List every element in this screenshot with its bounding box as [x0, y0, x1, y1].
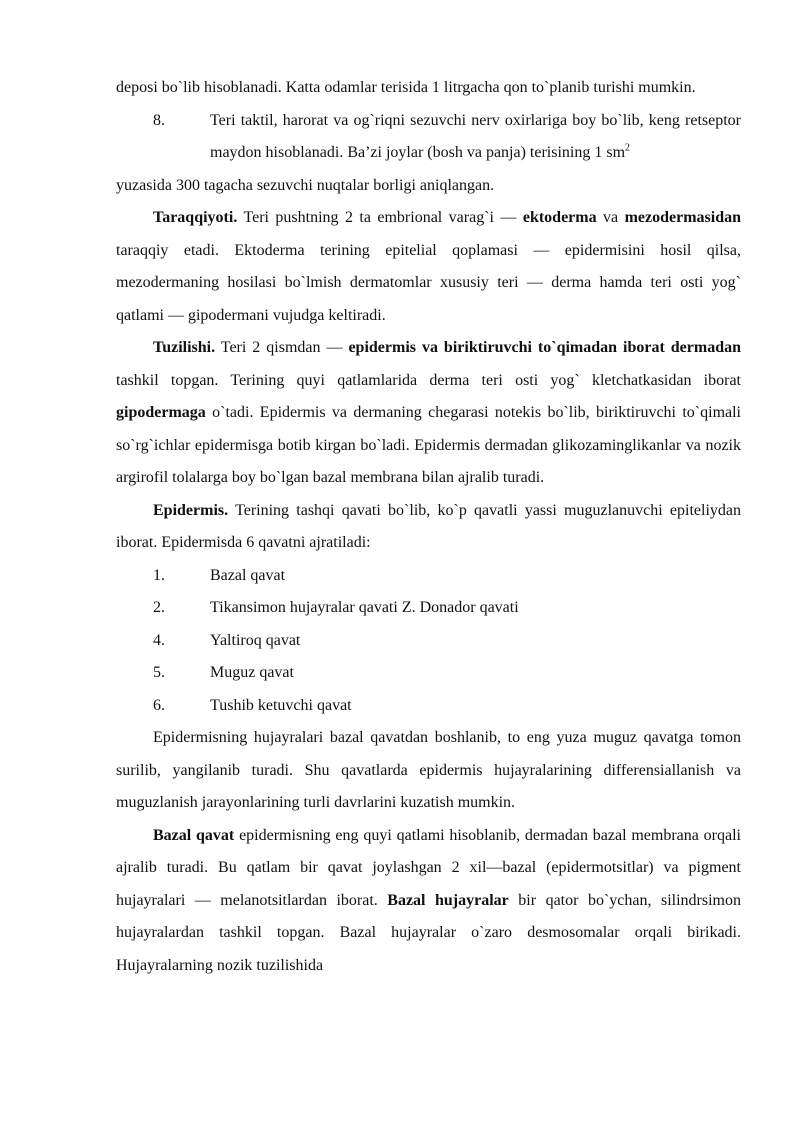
term-ektoderma: ektoderma: [522, 209, 597, 226]
term-bazal-hujayralar: Bazal hujayralar: [387, 891, 509, 909]
list-item: 2. Tikansimon hujayralar qavati Z. Donador qavati: [153, 599, 519, 616]
paragraph-number: 8.: [153, 111, 165, 129]
heading-epidermis: Epidermis.: [153, 501, 229, 519]
term-gipodermaga: gipodermaga: [116, 404, 206, 421]
paragraph-tuzilishi: Tuzilishi. Teri 2 qismdan — epidermis va biriktiruvchi to`qimadan iborat dermadan tashkil topgan. Terining quyi qatlamlarida derma teri osti yog` kletchatkasidan iborat gipodermaga o`tadi. Epidermis va dermaning chegarasi notekis bo`lib, biriktiruvchi to`qimali so`rg`ichlar epidermisga botib kirgan bo`ladi. Epidermis dermadan glikozaminglikanlar va nozik argirofil tolalarga boy bo`lgan bazal membrana bilan ajralib turadi.: [116, 339, 741, 486]
layer-list: [116, 560, 741, 723]
numbered-paragraph-8: [116, 105, 741, 170]
paragraph-text: Teri taktil, harorat va og`riqni sezuvchi nerv oxirlariga boy bo`lib, keng retseptor maydon hisoblanadi. Ba’zi joylar (bosh va panja) terisining 1 $sm^2$: [210, 111, 741, 161]
document-page: [116, 72, 741, 982]
list-item: 4. Yaltiroq qavat: [153, 631, 301, 649]
list-item: 5. Muguz qavat: [153, 664, 294, 681]
list-item: 1. Bazal qavat: [153, 566, 286, 584]
term-mezodermasidan: mezodermasidan: [624, 209, 742, 226]
term-bazal-qavat: Bazal qavat: [153, 826, 235, 844]
paragraph-continuation: deposi bo`lib hisoblanadi. Katta odamlar terisida 1 litrgacha qon to`planib turishi mumkin.: [116, 79, 696, 96]
paragraph-epidermis-cells: Epidermisning hujayralari bazal qavatdan boshlanib, to eng yuza muguz qavatga tomon surilib, yangilanib turadi. Shu qavatlarda epidermis hujayralarining differensiallanish va muguzlanish jarayonlarining turli davrlarini kuzatish mumkin.: [116, 729, 741, 811]
paragraph-taraqqiyoti: Taraqqiyoti. Teri pushtning 2 ta embrional varag`i — ektoderma va mezodermasidan taraqqiy etadi. Ektoderma terining epitelial qoplamasi — epidermisini hosil qilsa, mezodermaning hosilasi bo`lmish dermatomlar xususiy teri — derma hamda teri osti yog` qatlami — gipodermani vujudga keltiradi.: [116, 209, 742, 324]
heading-taraqqiyoti: Taraqqiyoti.: [153, 209, 238, 226]
paragraph-bazal-qavat: Bazal qavat epidermisning eng quyi qatlami hisoblanib, dermadan bazal membrana orqali ajralib turadi. Bu qatlam bir qavat joylashgan 2 xil—bazal (epidermotsitlar) va pigment hujayralari — melanotsitlardan iborat. Bazal hujayralar bir qator bo`ychan, silindrsimon hujayralardan tashkil topgan. Bazal hujayralar o`zaro desmosomalar orqali birikadi. Hujayralarning nozik tuzilishida: [116, 826, 741, 974]
paragraph-epidermis: Epidermis. Terining tashqi qavati bo`lib, ko`p qavatli yassi muguzlanuvchi epiteliydan iborat. Epidermisda 6 qavatni ajratiladi:: [116, 501, 741, 551]
heading-tuzilishi: Tuzilishi.: [153, 339, 216, 356]
superscript: 2: [625, 142, 631, 154]
term-epidermis-derma: epidermis va biriktiruvchi to`qimadan iborat dermadan: [348, 339, 741, 356]
list-item: 6. Tushib ketuvchi qavat: [153, 696, 352, 714]
paragraph-text-cont: yuzasida 300 tagacha sezuvchi nuqtalar borligi aniqlangan.: [116, 176, 495, 194]
